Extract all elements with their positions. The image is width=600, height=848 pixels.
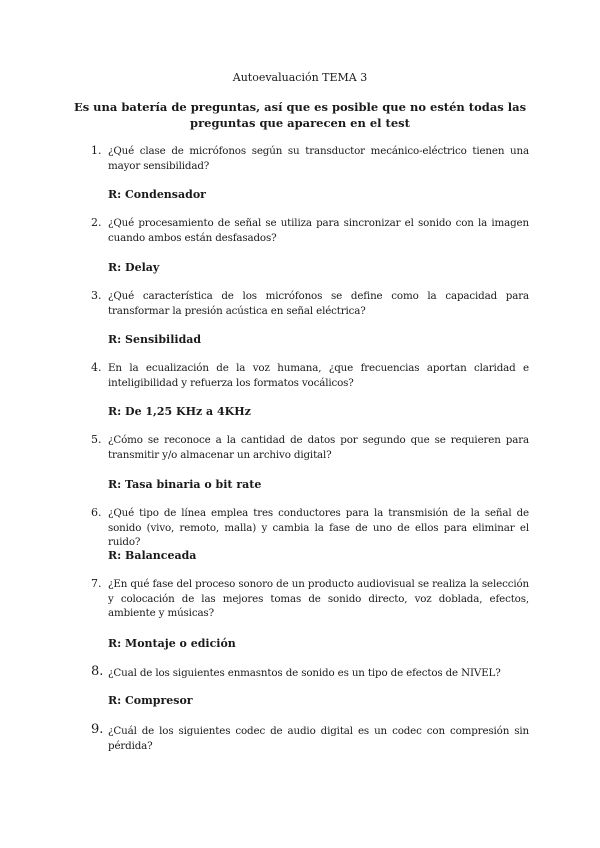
question-text: ¿En qué fase del proceso sonoro de un producto audiovisual se realiza la selección y colocación de las mejores tomas de sonido directo, voz doblada, efectos, ambiente y músicas? xyxy=(108,578,529,619)
question-item xyxy=(91,361,529,390)
page-title: Autoevaluación TEMA 3 xyxy=(232,71,368,84)
question-number: 5. xyxy=(91,433,102,446)
question-item xyxy=(91,289,529,318)
question-text: ¿Qué característica de los micrófonos se define como la capacidad para transformar la presión acústica en señal eléctrica? xyxy=(108,290,529,317)
question-text: ¿Qué tipo de línea emplea tres conductores para la transmisión de la señal de sonido (vivo, remoto, malla) y cambia la fase de uno de ellos para eliminar el ruido? xyxy=(108,507,529,548)
question-text: ¿Qué clase de micrófonos según su transductor mecánico-eléctrico tienen una mayor sensibilidad? xyxy=(108,145,529,172)
page-subtitle: Es una batería de preguntas, así que es posible que no estén todas las preguntas que aparecen en el test xyxy=(73,100,527,130)
question-number: 6. xyxy=(91,506,102,519)
question-text: ¿Cómo se reconoce a la cantidad de datos por segundo que se requieren para transmitir y/o almacenar un archivo digital? xyxy=(108,434,529,461)
question-number: 2. xyxy=(91,216,102,229)
question-item xyxy=(91,666,529,681)
question-number: 9. xyxy=(91,722,104,737)
answer-text: R: De 1,25 KHz a 4KHz xyxy=(108,405,251,418)
question-number: 4. xyxy=(91,361,102,374)
answer-text: R: Montaje o edición xyxy=(108,637,236,650)
question-number: 3. xyxy=(91,289,102,302)
question-item xyxy=(91,144,529,173)
question-number: 8. xyxy=(91,664,104,679)
question-item xyxy=(91,506,529,550)
question-item xyxy=(91,577,529,621)
question-text: ¿Cuál de los siguientes codec de audio digital es un codec con compresión sin pérdida? xyxy=(108,725,529,752)
question-number: 1. xyxy=(91,144,102,157)
answer-text: R: Compresor xyxy=(108,694,193,707)
question-number: 7. xyxy=(91,577,102,590)
answer-text: R: Balanceada xyxy=(108,549,197,562)
question-item xyxy=(91,724,529,753)
question-item xyxy=(91,433,529,462)
answer-text: R: Condensador xyxy=(108,188,206,201)
question-item xyxy=(91,216,529,245)
answer-text: R: Delay xyxy=(108,261,160,274)
question-text: ¿Cual de los siguientes enmasntos de sonido es un tipo de efectos de NIVEL? xyxy=(108,667,501,679)
question-text: En la ecualización de la voz humana, ¿que frecuencias aportan claridad e inteligibilidad y refuerza los formatos vocálicos? xyxy=(108,362,529,389)
question-text: ¿Qué procesamiento de señal se utiliza para sincronizar el sonido con la imagen cuando ambos están desfasados? xyxy=(108,217,529,244)
answer-text: R: Tasa binaria o bit rate xyxy=(108,478,262,491)
answer-text: R: Sensibilidad xyxy=(108,333,202,346)
